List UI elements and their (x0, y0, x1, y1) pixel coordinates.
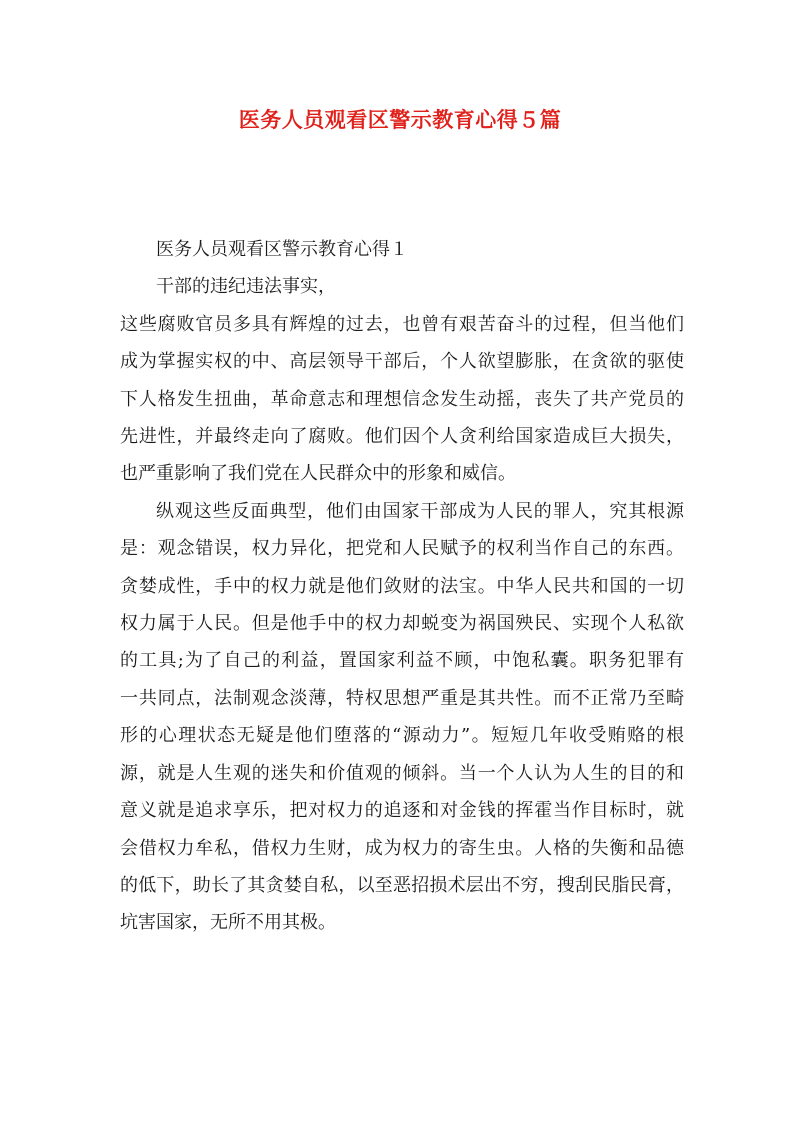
paragraph-2-line: 源，就是人生观的迷失和价值观的倾斜。当一个人认为人生的目的和 (120, 762, 684, 784)
intro-line-text: 干部的违纪违法事实， (156, 276, 336, 298)
document-title: 医务人员观看区警示教育心得５篇 (238, 107, 562, 132)
paragraph-1 (120, 306, 684, 493)
paragraph-2-line: 坑害国家，无所不用其极。 (120, 912, 336, 934)
document-body (120, 231, 684, 942)
paragraph-2-line: 是：观念错误，权力异化，把党和人民赋予的权利当作自己的东西。 (120, 538, 684, 560)
section-heading-text: 医务人员观看区警示教育心得１ (156, 239, 408, 260)
paragraph-2-line: 会借权力牟私，借权力生财，成为权力的寄生虫。人格的失衡和品德 (120, 837, 684, 859)
paragraph-1-line: 也严重影响了我们党在人民群众中的形象和威信。 (120, 463, 516, 485)
paragraph-2-line: 形的心理状态无疑是他们堕落的“源动力”。短短几年收受贿赂的根 (120, 725, 684, 747)
intro-line (120, 268, 684, 305)
paragraph-2-line: 权力属于人民。但是他手中的权力却蜕变为祸国殃民、实现个人私欲 (120, 613, 684, 635)
paragraph-1-line: 成为掌握实权的中、高层领导干部后，个人欲望膨胀，在贪欲的驱使 (120, 351, 684, 373)
paragraph-2-line: 纵观这些反面典型，他们由国家干部成为人民的罪人，究其根源 (156, 500, 684, 522)
paragraph-1-line: 先进性，并最终走向了腐败。他们因个人贪利给国家造成巨大损失， (120, 426, 684, 448)
paragraph-2-line: 的工具;为了自己的利益，置国家利益不顾，中饱私囊。职务犯罪有 (120, 650, 684, 672)
paragraph-2-line: 的低下，助长了其贪婪自私，以至恶招损术层出不穷，搜刮民脂民膏， (120, 874, 684, 896)
paragraph-1-line: 这些腐败官员多具有辉煌的过去，也曾有艰苦奋斗的过程，但当他们 (120, 313, 684, 335)
paragraph-1-line: 下人格发生扭曲，革命意志和理想信念发生动摇，丧失了共产党员的 (120, 388, 684, 410)
paragraph-2-line: 意义就是追求享乐，把对权力的追逐和对金钱的挥霍当作目标时，就 (120, 800, 684, 822)
paragraph-2 (120, 493, 684, 942)
paragraph-2-line: 一共同点，法制观念淡薄，特权思想严重是其共性。而不正常乃至畸 (120, 687, 684, 709)
section-heading (120, 231, 684, 268)
paragraph-2-line: 贪婪成性，手中的权力就是他们敛财的法宝。中华人民共和国的一切 (120, 575, 684, 597)
